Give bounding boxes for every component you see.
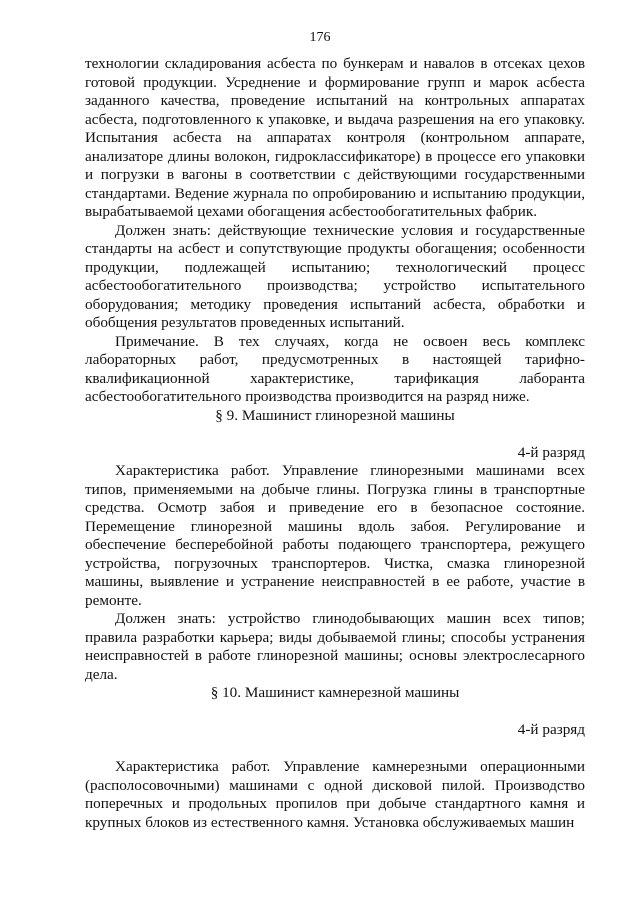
section-9-rank: 4-й разряд <box>517 444 585 461</box>
page-number: 176 <box>309 30 331 45</box>
intro-block <box>85 55 585 407</box>
section-9-characteristic: Характеристика работ. Управление глинорезными машинами всех типов, применяемыми на добыче глины. Погрузка глины в транспортные средства. Осмотр забоя и приведение его в безопасное состояние. Перемещение глинорезной машины вдоль забоя. Регулирование и обеспечение бесперебойной работы подающего транспортера, режущего устройства, погрузочных транспортеров. Чистка, смазка глинорезной машины, выявление и устранение неисправностей в ее работе, участие в ремонте. <box>85 462 585 609</box>
section-9-heading: § 9. Машинист глинорезной машины <box>215 407 455 424</box>
section-10-body <box>85 758 585 832</box>
must-know-paragraph: Должен знать: действующие технические условия и государственные стандарты на асбест и сопутствующие продукты обогащения; особенности продукции, подлежащей испытанию; технологический процесс асбестообогатительного производства; устройство испытательного оборудования; методику проведения испытаний асбеста, обработки и обобщения результатов проведенных испытаний. <box>85 221 585 331</box>
section-9-body <box>85 462 585 684</box>
section-9-must-know: Должен знать: устройство глинодобывающих машин всех типов; правила разработки карьера; виды добываемой глины; способы устранения неисправностей в работе глинорезной машины; основы электрослесарного дела. <box>85 610 585 683</box>
continuation-paragraph: технологии складирования асбеста по бункерам и навалов в отсеках цехов готовой продукции. Усреднение и формирование групп и марок асбеста заданного качества, проведение испытаний на контрольных аппаратах асбеста, подготовленного к упаковке, и выдача разрешения на его упаковку. Испытания асбеста на аппаратах контроля (контрольном аппарате, анализаторе длины волокон, гидроклассификаторе) в процессе его упаковки и погрузки в вагоны в соответствии с действующими государственными стандартами. Ведение журнала по опробированию и испытанию продукции, вырабатываемой цехами обогащения асбестообогатительных фабрик. <box>85 55 585 220</box>
note-paragraph: Примечание. В тех случаях, когда не освоен весь комплекс лабораторных работ, предусмотренных в настоящей тарифно-квалификационной характеристике, тарификация лаборанта асбестообогатительного производства производится на разряд ниже. <box>85 332 585 405</box>
section-10-heading: § 10. Машинист камнерезной машины <box>210 684 460 701</box>
section-10-characteristic: Характеристика работ. Управление камнерезными операционными (располосовочными) машинами с одной дисковой пилой. Производство поперечных и продольных пропилов при добыче стандартного камня и крупных блоков из естественного камня. Установка обслуживаемых машин <box>85 758 585 831</box>
section-10-rank: 4-й разряд <box>517 721 585 738</box>
